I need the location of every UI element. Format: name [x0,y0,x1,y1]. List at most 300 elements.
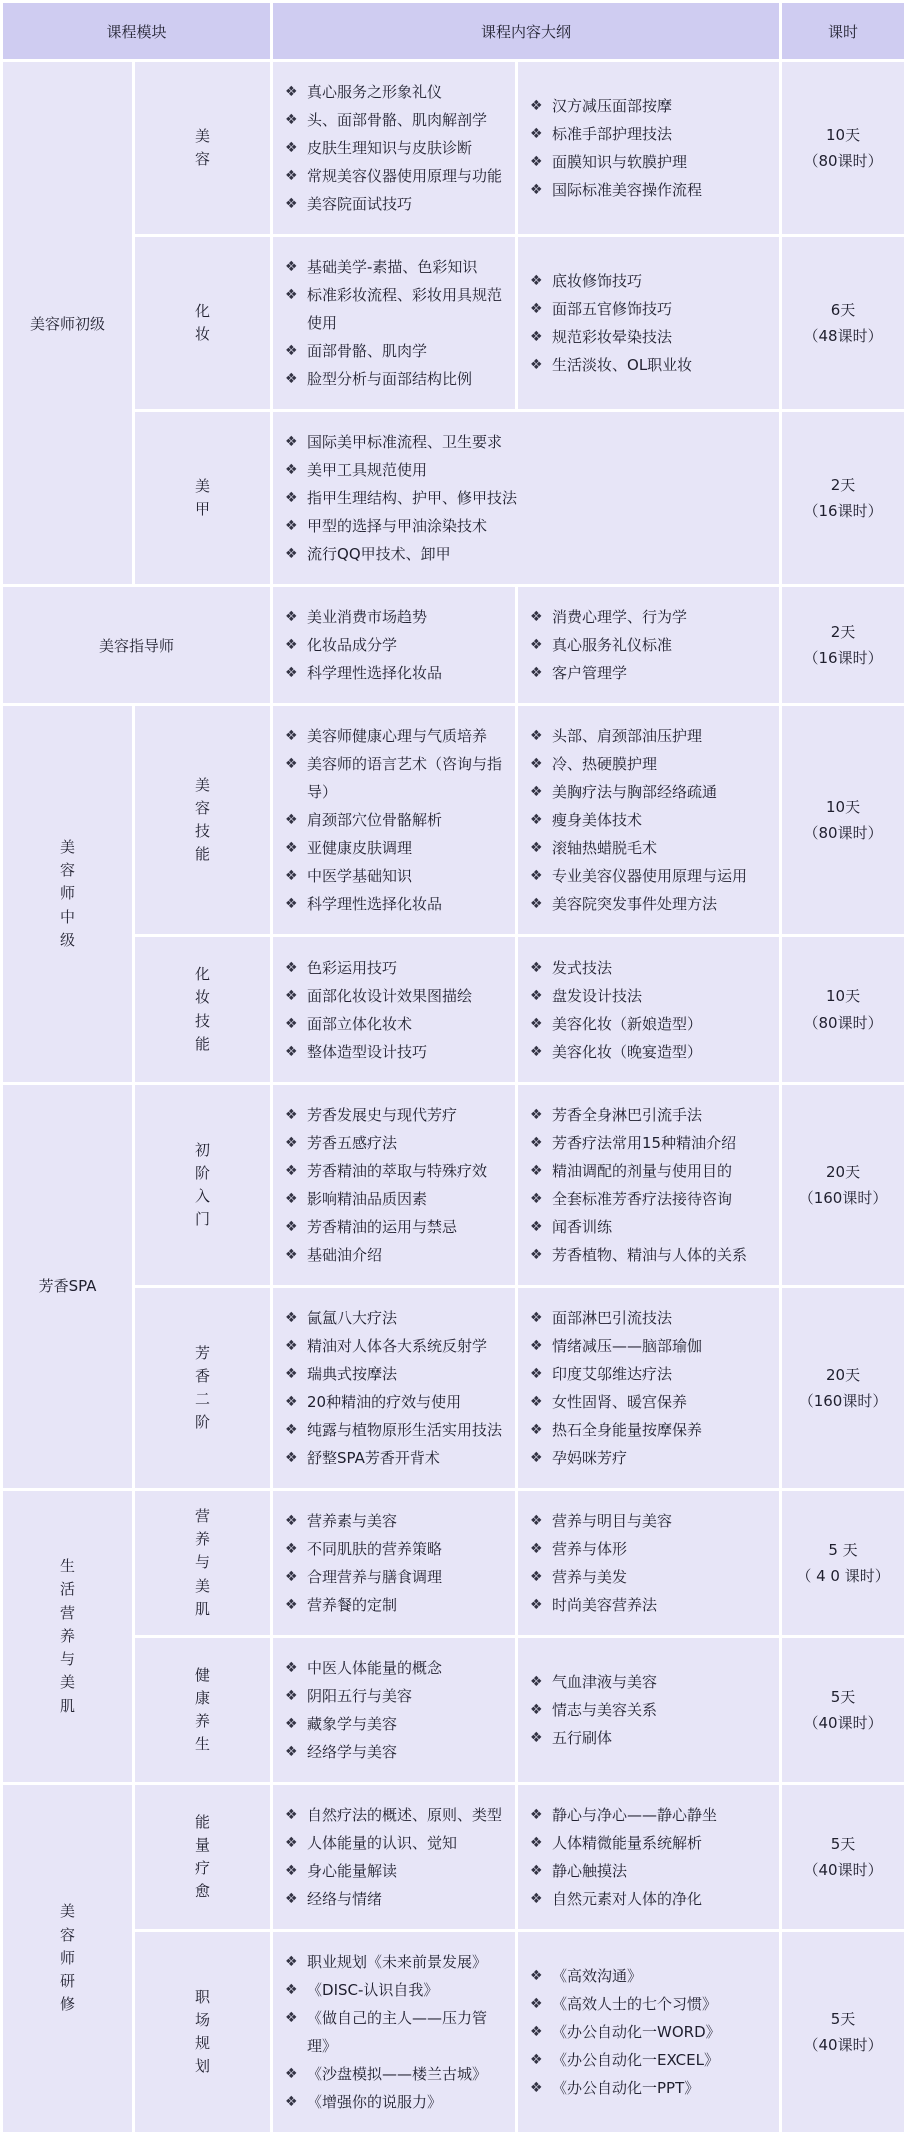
outline-item [530,659,771,687]
outline-item [530,1668,771,1696]
outline-item [530,954,771,982]
bullet-icon: ❖ [530,295,543,323]
outline-item-text: 生活淡妆、OL职业妆 [552,356,692,374]
bullet-icon: ❖ [530,2074,543,2102]
outline-item-text: 国际标准美容操作流程 [552,181,702,199]
outline-item-text: 芳香精油的萃取与特殊疗效 [307,1162,487,1180]
outline-item [530,750,771,778]
outline-item-text: 女性固肾、暖宫保养 [552,1393,687,1411]
outline-item-text: 亚健康皮肤调理 [307,839,412,857]
bullet-icon: ❖ [285,281,298,309]
outline-item-text: 《办公自动化一PPT》 [552,2079,699,2097]
outline-item-text: 科学理性选择化妆品 [307,895,442,913]
outline-item [530,2074,771,2102]
outline-item [285,890,507,918]
outline-item [285,1416,507,1444]
outline-item-text: 阴阳五行与美容 [307,1687,412,1705]
outline-item [285,2088,507,2116]
outline-item [530,862,771,890]
outline-item [285,722,507,750]
hours-value: （160课时） [782,1185,904,1211]
bullet-icon: ❖ [285,190,298,218]
outline-item [285,428,771,456]
outline-item-text: 《DISC-认识自我》 [307,1981,438,1999]
outline-item-text: 客户管理学 [552,664,627,682]
outline-item-text: 职业规划《未来前景发展》 [307,1953,487,1971]
module-label: 初阶入门 [194,1139,211,1232]
module-label: 化妆 [194,300,211,347]
outline-item-text: 合理营养与膳食调理 [307,1568,442,1586]
bullet-icon: ❖ [530,1535,543,1563]
bullet-icon: ❖ [530,722,543,750]
outline-item-text: 美业消费市场趋势 [307,608,427,626]
module-label: 职场规划 [194,1986,211,2079]
bullet-icon: ❖ [285,1948,298,1976]
course-row [2,1637,904,1784]
bullet-icon: ❖ [530,2018,543,2046]
outline-item [285,337,507,365]
module-cell [134,936,272,1084]
bullet-icon: ❖ [530,834,543,862]
outline-item-text: 营养与美发 [552,1568,627,1586]
hours-cell [781,586,904,705]
outline-list [530,954,771,1066]
section-cell [2,586,272,705]
outline-item-text: 国际美甲标准流程、卫生要求 [307,433,502,451]
outline-list [285,722,507,918]
outline-list [530,1668,771,1752]
outline-item [285,631,507,659]
bullet-icon: ❖ [285,1654,298,1682]
outline-item-text: 氤氲八大疗法 [307,1309,397,1327]
course-row [2,61,904,236]
days-value: 5天 [782,2006,904,2032]
outline-item [530,351,771,379]
outline-item [285,190,507,218]
bullet-icon: ❖ [285,631,298,659]
outline-item [530,1241,771,1269]
bullet-icon: ❖ [285,1157,298,1185]
bullet-icon: ❖ [530,1157,543,1185]
outline-item [285,1563,507,1591]
module-cell [134,236,272,411]
outline-col-1 [272,236,517,411]
outline-item [285,1738,507,1766]
outline-item-text: 冷、热硬膜护理 [552,755,657,773]
outline-item [530,890,771,918]
module-cell [134,1287,272,1490]
bullet-icon: ❖ [285,659,298,687]
course-row [2,936,904,1084]
outline-item-text: 汉方减压面部按摩 [552,97,672,115]
bullet-icon: ❖ [530,148,543,176]
bullet-icon: ❖ [530,1360,543,1388]
outline-item [530,1444,771,1472]
bullet-icon: ❖ [530,1724,543,1752]
hours-value: （16课时） [782,498,904,524]
outline-col-1 [272,1490,517,1637]
hours-cell [781,936,904,1084]
hours-value: （80课时） [782,1010,904,1036]
outline-item [285,1507,507,1535]
days-value: 10天 [782,122,904,148]
outline-item-text: 《高效沟通》 [552,1967,642,1985]
hours-cell [781,61,904,236]
outline-col-2 [517,586,781,705]
bullet-icon: ❖ [530,750,543,778]
module-label: 美容 [194,125,211,172]
outline-item-text: 底妆修饰技巧 [552,272,642,290]
section-label: 美容师初级 [30,315,105,333]
outline-item [285,1535,507,1563]
outline-item [285,2060,507,2088]
outline-item [530,120,771,148]
hours-value: （80课时） [782,148,904,174]
bullet-icon: ❖ [285,1507,298,1535]
bullet-icon: ❖ [530,1563,543,1591]
outline-item-text: 头、面部骨骼、肌肉解剖学 [307,111,487,129]
outline-item [530,631,771,659]
outline-item-text: 《增强你的说服力》 [307,2093,442,2111]
bullet-icon: ❖ [285,806,298,834]
bullet-icon: ❖ [530,1696,543,1724]
hours-cell [781,411,904,586]
module-label: 能量疗愈 [194,1811,211,1904]
outline-item-text: 常规美容仪器使用原理与功能 [307,167,502,185]
outline-item-text: 美甲工具规范使用 [307,461,427,479]
outline-item [285,1129,507,1157]
bullet-icon: ❖ [530,1010,543,1038]
module-label: 健康养生 [194,1664,211,1757]
outline-col-1 [272,705,517,936]
bullet-icon: ❖ [530,1990,543,2018]
hours-cell [781,236,904,411]
outline-item [285,162,507,190]
outline-item-text: 芳香精油的运用与禁忌 [307,1218,457,1236]
section-cell [2,1490,134,1784]
outline-list [530,1962,771,2102]
hours-value: （160课时） [782,1388,904,1414]
hours-cell [781,1637,904,1784]
bullet-icon: ❖ [285,134,298,162]
outline-item [285,484,771,512]
days-value: 2天 [782,619,904,645]
outline-col-2 [517,936,781,1084]
outline-item-text: 甲型的选择与甲油涂染技术 [307,517,487,535]
outline-item-text: 盘发设计技法 [552,987,642,1005]
outline-item-text: 头部、肩颈部油压护理 [552,727,702,745]
outline-col-1 [272,1637,517,1784]
outline-item [530,1010,771,1038]
outline-list [530,1507,771,1619]
bullet-icon: ❖ [285,1444,298,1472]
outline-item [285,106,507,134]
bullet-icon: ❖ [285,954,298,982]
outline-col-2 [517,1084,781,1287]
outline-item-text: 基础油介绍 [307,1246,382,1264]
module-cell [134,61,272,236]
bullet-icon: ❖ [285,1241,298,1269]
outline-item-text: 营养与明目与美容 [552,1512,672,1530]
outline-item-text: 美容师健康心理与气质培养 [307,727,487,745]
outline-item [530,176,771,204]
outline-item-text: 标准手部护理技法 [552,125,672,143]
hours-value: （40课时） [782,1710,904,1736]
outline-item [530,778,771,806]
bullet-icon: ❖ [285,106,298,134]
outline-item [530,1157,771,1185]
outline-col-2 [517,236,781,411]
outline-item [285,1948,507,1976]
outline-item-text: 静心触摸法 [552,1862,627,1880]
hours-cell [781,1490,904,1637]
outline-col-1 [272,936,517,1084]
outline-item-text: 情志与美容关系 [552,1701,657,1719]
hours-cell [781,1287,904,1490]
outline-list [530,1101,771,1269]
outline-item-text: 不同肌肤的营养策略 [307,1540,442,1558]
bullet-icon: ❖ [285,1738,298,1766]
bullet-icon: ❖ [530,1444,543,1472]
outline-item-text: 芳香发展史与现代芳疗 [307,1106,457,1124]
outline-col-1 [272,1784,517,1931]
outline-item [530,1696,771,1724]
outline-item-text: 五行刷体 [552,1729,612,1747]
outline-item-text: 《做自己的主人——压力管理》 [307,2009,487,2055]
outline-item-text: 脸型分析与面部结构比例 [307,370,472,388]
bullet-icon: ❖ [285,2060,298,2088]
hours-value: （ 4 0 课时） [782,1563,904,1589]
course-row [2,1490,904,1637]
outline-item-text: 人体能量的认识、觉知 [307,1834,457,1852]
outline-item-text: 美胸疗法与胸部经络疏通 [552,783,717,801]
hours-cell [781,1784,904,1931]
module-label: 芳香二阶 [194,1342,211,1435]
outline-item-text: 芳香五感疗法 [307,1134,397,1152]
bullet-icon: ❖ [285,1710,298,1738]
outline-item [285,1101,507,1129]
module-label: 营养与美肌 [194,1505,211,1621]
outline-item-text: 芳香疗法常用15种精油介绍 [552,1134,736,1152]
outline-item-text: 面部立体化妆术 [307,1015,412,1033]
outline-item-text: 滚轴热蜡脱毛术 [552,839,657,857]
outline-col-2 [517,61,781,236]
outline-item-text: 皮肤生理知识与皮肤诊断 [307,139,472,157]
outline-item-text: 瘦身美体技术 [552,811,642,829]
bullet-icon: ❖ [530,176,543,204]
outline-col-2 [517,1287,781,1490]
outline-item [530,1990,771,2018]
outline-item [285,862,507,890]
outline-item-text: 纯露与植物原形生活实用技法 [307,1421,502,1439]
section-cell [2,1084,134,1490]
outline-item [530,92,771,120]
bullet-icon: ❖ [530,1213,543,1241]
bullet-icon: ❖ [285,253,298,281]
bullet-icon: ❖ [530,1591,543,1619]
outline-item [285,954,507,982]
outline-col-1 [272,61,517,236]
bullet-icon: ❖ [530,1129,543,1157]
bullet-icon: ❖ [530,1801,543,1829]
outline-list [285,603,507,687]
outline-item [530,1101,771,1129]
outline-col-2 [517,1490,781,1637]
outline-item [530,1857,771,1885]
outline-item [285,1038,507,1066]
outline-col-1 [272,1287,517,1490]
bullet-icon: ❖ [530,806,543,834]
bullet-icon: ❖ [530,1962,543,1990]
outline-item [285,253,507,281]
outline-item [530,1360,771,1388]
bullet-icon: ❖ [530,323,543,351]
outline-item-text: 《沙盘模拟——楼兰古城》 [307,2065,487,2083]
outline-item-text: 指甲生理结构、护甲、修甲技法 [307,489,517,507]
outline-list [285,253,507,393]
outline-item [285,1185,507,1213]
module-cell [134,411,272,586]
bullet-icon: ❖ [285,890,298,918]
outline-item-text: 《办公自动化一EXCEL》 [552,2051,719,2069]
course-row [2,1084,904,1287]
outline-item-text: 20种精油的疗效与使用 [307,1393,461,1411]
outline-item-text: 基础美学-素描、色彩知识 [307,258,477,276]
bullet-icon: ❖ [285,1010,298,1038]
bullet-icon: ❖ [530,1829,543,1857]
outline-item [285,512,771,540]
outline-item [530,1332,771,1360]
bullet-icon: ❖ [530,351,543,379]
outline-item-text: 面部化妆设计效果图描绘 [307,987,472,1005]
bullet-icon: ❖ [285,1591,298,1619]
bullet-icon: ❖ [285,1416,298,1444]
outline-col-1 [272,1084,517,1287]
days-value: 20天 [782,1362,904,1388]
outline-item-text: 肩颈部穴位骨骼解析 [307,811,442,829]
bullet-icon: ❖ [285,1885,298,1913]
bullet-icon: ❖ [285,1976,298,2004]
outline-item [285,603,507,631]
outline-item-text: 人体精微能量系统解析 [552,1834,702,1852]
hours-cell [781,1931,904,2134]
outline-item-text: 科学理性选择化妆品 [307,664,442,682]
bullet-icon: ❖ [285,1682,298,1710]
outline-item [285,1976,507,2004]
hours-cell [781,1084,904,1287]
bullet-icon: ❖ [285,1829,298,1857]
header-hours: 课时 [781,2,904,61]
outline-item-text: 自然元素对人体的净化 [552,1890,702,1908]
bullet-icon: ❖ [530,1241,543,1269]
outline-col-1 [272,1931,517,2134]
section-cell [2,1784,134,2134]
module-cell [134,705,272,936]
course-rows [2,61,904,2134]
outline-item-text: 影响精油品质因素 [307,1190,427,1208]
outline-item [285,1885,507,1913]
outline-item-text: 经络与情绪 [307,1890,382,1908]
course-row [2,411,904,586]
outline-col-2 [517,705,781,936]
bullet-icon: ❖ [285,1388,298,1416]
outline-item [285,1010,507,1038]
bullet-icon: ❖ [530,1101,543,1129]
course-row [2,1784,904,1931]
days-value: 2天 [782,472,904,498]
outline-item [530,2018,771,2046]
outline-item [285,1213,507,1241]
bullet-icon: ❖ [530,120,543,148]
outline-item-text: 孕妈咪芳疗 [552,1449,627,1467]
outline-item-text: 自然疗法的概述、原则、类型 [307,1806,502,1824]
outline-item [530,2046,771,2074]
days-value: 10天 [782,983,904,1009]
outline-col-2 [517,1931,781,2134]
course-row [2,1931,904,2134]
hours-value: （40课时） [782,2032,904,2058]
bullet-icon: ❖ [530,1304,543,1332]
module-cell [134,1931,272,2134]
outline-item-text: 流行QQ甲技术、卸甲 [307,545,451,563]
outline-item-text: 美容院面试技巧 [307,195,412,213]
bullet-icon: ❖ [285,1332,298,1360]
outline-item [285,834,507,862]
outline-item [285,1388,507,1416]
bullet-icon: ❖ [530,1885,543,1913]
header-outline: 课程内容大纲 [272,2,781,61]
outline-item [530,148,771,176]
outline-item-text: 芳香全身淋巴引流手法 [552,1106,702,1124]
outline-list [285,78,507,218]
hours-value: （40课时） [782,1857,904,1883]
outline-item [285,365,507,393]
outline-item [285,1444,507,1472]
outline-list [285,954,507,1066]
outline-item-text: 面部五官修饰技巧 [552,300,672,318]
section-label: 美容师研修 [59,1900,76,2016]
bullet-icon: ❖ [285,1304,298,1332]
bullet-icon: ❖ [530,2046,543,2074]
outline-item [530,722,771,750]
outline-item-text: 真心服务之形象礼仪 [307,83,442,101]
outline-item [285,456,771,484]
outline-item-text: 规范彩妆晕染技法 [552,328,672,346]
outline-item [285,1591,507,1619]
bullet-icon: ❖ [530,92,543,120]
outline-item-text: 营养餐的定制 [307,1596,397,1614]
outline-item [285,1157,507,1185]
outline-item [285,1654,507,1682]
bullet-icon: ❖ [530,267,543,295]
outline-item [285,1857,507,1885]
section-cell [2,705,134,1084]
outline-item [530,295,771,323]
outline-item-text: 精油调配的剂量与使用目的 [552,1162,732,1180]
hours-value: （16课时） [782,645,904,671]
outline-item [285,982,507,1010]
outline-item-text: 营养与体形 [552,1540,627,1558]
outline-item-text: 标准彩妆流程、彩妆用具规范使用 [307,286,502,332]
days-value: 20天 [782,1159,904,1185]
outline-item-text: 面部淋巴引流技法 [552,1309,672,1327]
outline-item [530,1563,771,1591]
bullet-icon: ❖ [530,603,543,631]
bullet-icon: ❖ [285,162,298,190]
days-value: 5 天 [782,1537,904,1563]
outline-item [530,267,771,295]
bullet-icon: ❖ [285,2004,298,2032]
